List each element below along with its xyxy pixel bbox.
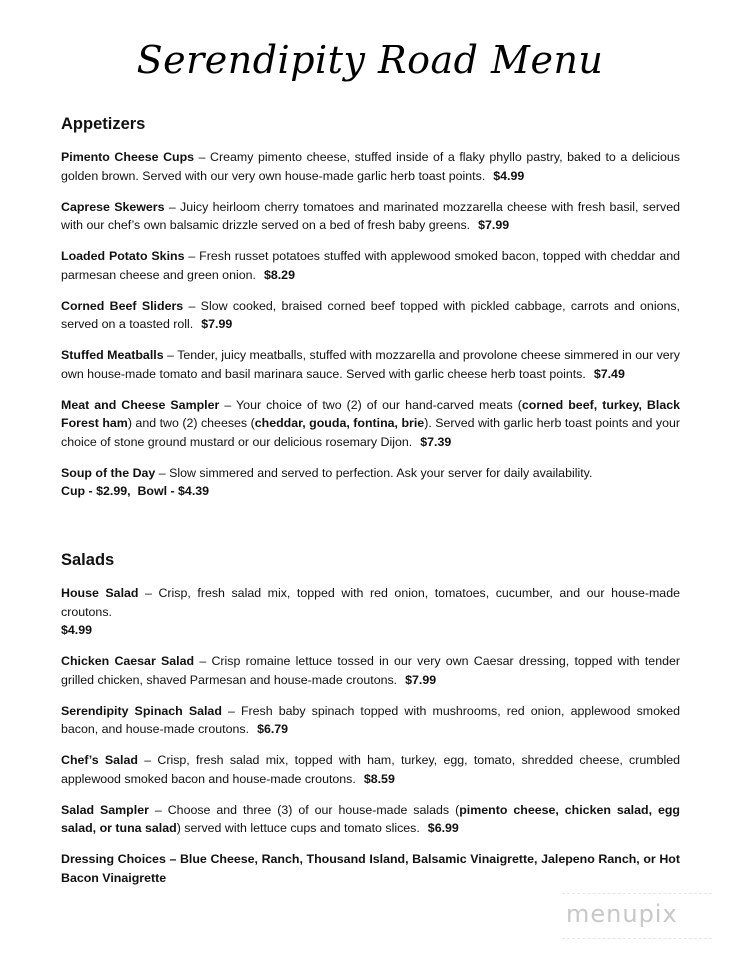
menu-item-serendipity-spinach-salad bbox=[61, 702, 680, 739]
salad-choices: pimento cheese, chicken salad, egg salad, or tuna salad bbox=[61, 802, 680, 835]
watermark-text: menupix bbox=[566, 900, 678, 928]
soup-cup-price: Cup - $2.99, bbox=[61, 484, 131, 498]
item-price: $8.59 bbox=[363, 771, 395, 786]
item-price: $6.79 bbox=[257, 722, 289, 736]
item-description: – Fresh baby spinach topped with mushrooms, red onion, applewood smoked bacon, and house-made croutons. bbox=[61, 703, 680, 736]
menu-title: Serendipity Road Menu bbox=[136, 38, 604, 82]
menu-item-meat-and-cheese-sampler bbox=[61, 396, 680, 452]
item-price: $4.99 bbox=[493, 168, 525, 183]
item-description: – Crisp, fresh salad mix, topped with ham, turkey, egg, tomato, shredded cheese, crumbled applewood smoked bacon and house-made croutons. bbox=[61, 753, 681, 786]
meat-choices: corned beef, turkey, Black Forest ham bbox=[61, 397, 680, 430]
menu-item-caprese-skewers bbox=[61, 198, 680, 235]
item-name: Pimento Cheese Cups bbox=[61, 150, 195, 164]
item-name: Stuffed Meatballs bbox=[61, 348, 164, 362]
cheese-choices: cheddar, gouda, fontina, brie bbox=[254, 416, 425, 430]
item-name: Serendipity Spinach Salad bbox=[61, 703, 222, 718]
item-description: – Your choice of two (2) of our hand-carved meats ( bbox=[219, 397, 522, 412]
item-name: Chicken Caesar Salad bbox=[61, 654, 195, 668]
menu-item-pimento-cheese-cups bbox=[61, 148, 680, 185]
menu-item-corned-beef-sliders bbox=[61, 297, 680, 334]
item-price: $7.99 bbox=[405, 672, 437, 687]
item-price: $8.29 bbox=[263, 267, 295, 282]
menu-item-salad-sampler bbox=[61, 801, 680, 838]
item-name: Chef’s Salad bbox=[61, 753, 138, 767]
item-description: – Creamy pimento cheese, stuffed inside of a flaky phyllo pastry, baked to a delicious golden brown. Served with our very own house-made garlic herb toast points. bbox=[61, 150, 680, 183]
menu-item-chicken-caesar-salad bbox=[61, 652, 680, 689]
item-description: – Juicy heirloom cherry tomatoes and marinated mozzarella cheese with fresh basil, served with our chef’s own balsamic drizzle served on a bed of fresh baby greens. bbox=[61, 199, 680, 232]
menu-item-stuffed-meatballs bbox=[61, 346, 680, 383]
salads-list bbox=[61, 584, 680, 900]
item-name: Soup of the Day bbox=[61, 465, 156, 480]
section-heading-appetizers: Appetizers bbox=[61, 115, 146, 133]
item-price: $7.49 bbox=[593, 366, 625, 381]
item-price: $4.99 bbox=[61, 623, 93, 637]
item-description: – Slow cooked, braised corned beef topped with pickled cabbage, carrots and onions, served on a toasted roll. bbox=[61, 298, 680, 331]
item-price: $7.39 bbox=[420, 434, 452, 449]
item-description-end: ). Served with garlic herb toast points and your choice of stone ground mustard or our delicious rosemary Dijon. bbox=[61, 416, 681, 449]
item-description: – Tender, juicy meatballs, stuffed with mozzarella and provolone cheese simmered in our very own house-made tomato and basil marinara sauce. Served with garlic cheese herb toast points. bbox=[61, 348, 680, 381]
item-name: Caprese Skewers bbox=[61, 199, 165, 214]
menupix-watermark bbox=[562, 893, 712, 939]
section-heading-salads: Salads bbox=[61, 551, 115, 569]
item-description: – Fresh russet potatoes stuffed with applewood smoked bacon, topped with cheddar and parmesan cheese and green onion. bbox=[61, 249, 681, 282]
item-description-end: ) served with lettuce cups and tomato slices. bbox=[176, 821, 420, 835]
menu-item-house-salad bbox=[61, 584, 680, 640]
item-price: $6.99 bbox=[427, 821, 459, 835]
item-name: House Salad bbox=[61, 586, 139, 600]
item-price: $7.99 bbox=[478, 218, 510, 232]
item-description: – Crisp romaine lettuce tossed in our very own Caesar dressing, topped with tender grilled chicken, shaved Parmesan and house-made croutons. bbox=[61, 654, 680, 687]
item-name: Salad Sampler bbox=[61, 802, 149, 817]
item-price: $7.99 bbox=[201, 317, 233, 331]
menu-item-soup-of-the-day bbox=[61, 464, 680, 501]
item-description-cont: ) and two (2) cheeses ( bbox=[127, 416, 255, 430]
item-name: Corned Beef Sliders bbox=[61, 298, 184, 313]
item-description: – Choose and three (3) of our house-made salads ( bbox=[148, 802, 460, 817]
item-name: Meat and Cheese Sampler bbox=[61, 397, 220, 412]
item-name: Loaded Potato Skins bbox=[61, 249, 185, 263]
appetizers-list bbox=[61, 148, 680, 513]
item-description: – Crisp, fresh salad mix, topped with red onion, tomatoes, cucumber, and our house-made croutons. bbox=[61, 586, 680, 619]
menu-item-loaded-potato-skins bbox=[61, 247, 680, 284]
dressing-choices: Dressing Choices – Blue Cheese, Ranch, Thousand Island, Balsamic Vinaigrette, Jalepeno Ranch, or Hot Bacon Vinaigrette bbox=[61, 852, 680, 885]
menu-item-chefs-salad bbox=[61, 751, 680, 788]
item-description: – Slow simmered and served to perfection. Ask your server for daily availability. bbox=[155, 465, 593, 480]
soup-bowl-price: Bowl - $4.39 bbox=[137, 484, 210, 498]
